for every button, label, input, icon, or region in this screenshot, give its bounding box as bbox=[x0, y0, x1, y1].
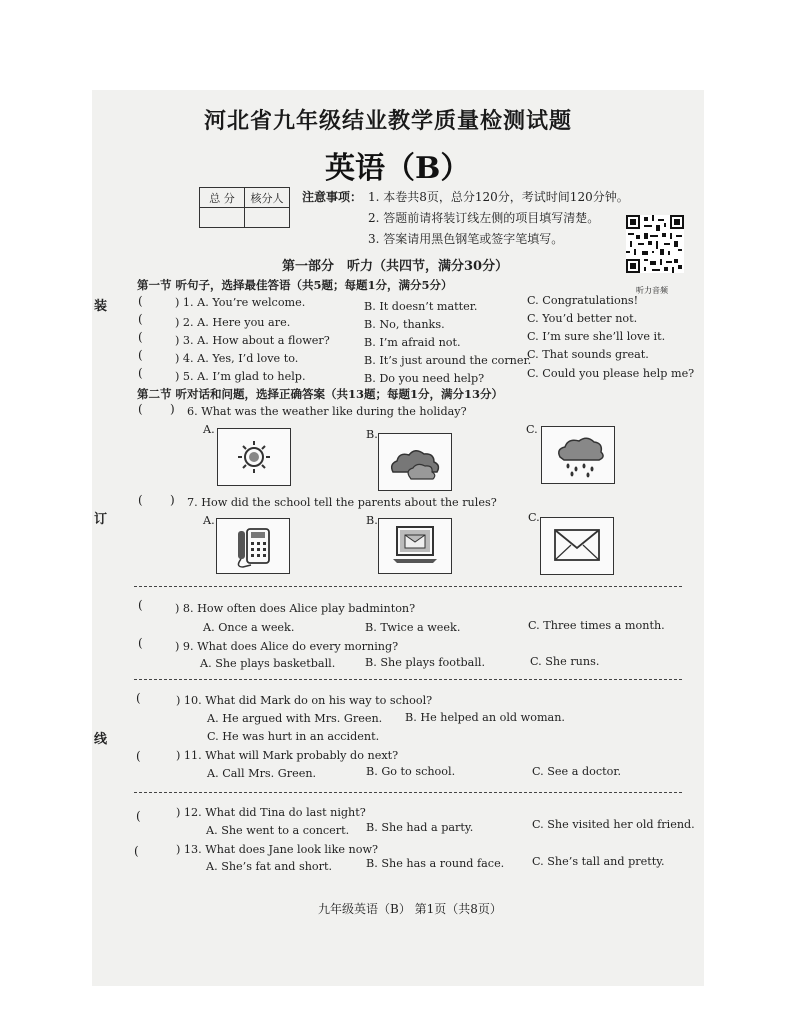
score-checker-header: 核分人 bbox=[245, 188, 290, 208]
score-checker-cell[interactable] bbox=[245, 208, 290, 228]
q7-option-a-label: A. bbox=[203, 514, 215, 527]
notes-label: 注意事项： bbox=[302, 190, 363, 204]
q8-option-b: B. Twice a week. bbox=[365, 621, 461, 634]
q9-option-a: A. She plays basketball. bbox=[200, 657, 336, 670]
q2-option-b: B. No, thanks. bbox=[364, 318, 445, 331]
divider-line bbox=[134, 586, 682, 587]
notes-item-2: 2. 答题前请将装订线左侧的项目填写清楚。 bbox=[368, 211, 600, 225]
cloud-icon bbox=[379, 434, 451, 490]
score-total-cell[interactable] bbox=[200, 208, 245, 228]
q1-option-a: ) 1. A. You’re welcome. bbox=[175, 296, 306, 309]
answer-bracket[interactable]: ( bbox=[138, 636, 143, 650]
qr-caption: 听力音频 bbox=[636, 286, 668, 295]
answer-bracket[interactable]: ( bbox=[136, 691, 141, 705]
q10-option-b: B. He helped an old woman. bbox=[405, 711, 565, 724]
answer-bracket[interactable]: ( bbox=[138, 402, 143, 416]
computer-icon bbox=[379, 519, 451, 573]
q10-option-a: A. He argued with Mrs. Green. bbox=[207, 712, 383, 725]
section2-title: 第二节 听对话和问题，选择正确答案（共13题；每题1分，满分13分） bbox=[137, 387, 504, 401]
answer-bracket-close: ) bbox=[170, 402, 175, 416]
q10-stem: ) 10. What did Mark do on his way to school? bbox=[176, 694, 433, 707]
q3-option-a: ) 3. A. How about a flower? bbox=[175, 334, 330, 347]
score-total-header: 总 分 bbox=[200, 188, 245, 208]
divider-line bbox=[134, 679, 682, 680]
q8-stem: ) 8. How often does Alice play badminton? bbox=[175, 602, 416, 615]
q2-option-c: C. You’d better not. bbox=[527, 312, 638, 325]
q1-option-b: B. It doesn’t matter. bbox=[364, 300, 478, 313]
q6-option-a-label: A. bbox=[203, 423, 215, 436]
answer-bracket[interactable]: ( bbox=[138, 598, 143, 612]
q8-option-a: A. Once a week. bbox=[203, 621, 295, 634]
q12-option-a: A. She went to a concert. bbox=[206, 824, 350, 837]
divider-line bbox=[134, 792, 682, 793]
q11-option-c: C. See a doctor. bbox=[532, 765, 622, 778]
q12-option-b: B. She had a party. bbox=[366, 821, 474, 834]
q6-picture-c[interactable] bbox=[541, 426, 615, 484]
q7-picture-a[interactable] bbox=[216, 518, 290, 574]
score-table bbox=[199, 187, 290, 228]
answer-bracket[interactable]: ( bbox=[138, 348, 143, 362]
q5-option-c: C. Could you please help me? bbox=[527, 367, 695, 380]
q6-option-c-label: C. bbox=[526, 423, 538, 436]
notes-item-1: 1. 本卷共8页，总分120分，考试时间120分钟。 bbox=[368, 190, 629, 204]
sun-icon bbox=[218, 429, 290, 485]
section1-title: 第一节 听句子，选择最佳答语（共5题；每题1分，满分5分） bbox=[137, 278, 453, 292]
q4-option-c: C. That sounds great. bbox=[527, 348, 649, 361]
q8-option-c: C. Three times a month. bbox=[528, 619, 665, 632]
binding-char-zhuang: 装 bbox=[94, 299, 108, 314]
notes-item-3: 3. 答案请用黑色钢笔或签字笔填写。 bbox=[368, 232, 564, 246]
q10-option-c: C. He was hurt in an accident. bbox=[207, 730, 380, 743]
q5-option-a: ) 5. A. I’m glad to help. bbox=[175, 370, 306, 383]
q6-picture-a[interactable] bbox=[217, 428, 291, 486]
answer-bracket-close: ) bbox=[170, 493, 175, 507]
exam-title: 河北省九年级结业教学质量检测试题 bbox=[204, 108, 573, 134]
q9-option-b: B. She plays football. bbox=[365, 656, 486, 669]
q13-option-a: A. She’s fat and short. bbox=[206, 860, 333, 873]
q3-option-c: C. I’m sure she’ll love it. bbox=[527, 330, 666, 343]
binding-char-xian: 线 bbox=[94, 732, 108, 747]
q11-option-a: A. Call Mrs. Green. bbox=[207, 767, 317, 780]
q2-option-a: ) 2. A. Here you are. bbox=[175, 316, 291, 329]
envelope-icon bbox=[541, 518, 613, 574]
q6-option-b-label: B. bbox=[366, 428, 378, 441]
q13-option-b: B. She has a round face. bbox=[366, 857, 505, 870]
answer-bracket[interactable]: ( bbox=[138, 493, 143, 507]
q11-stem: ) 11. What will Mark probably do next? bbox=[176, 749, 399, 762]
answer-bracket[interactable]: ( bbox=[136, 749, 141, 763]
answer-bracket[interactable]: ( bbox=[134, 844, 139, 858]
q4-option-b: B. It’s just around the corner. bbox=[364, 354, 532, 367]
answer-bracket[interactable]: ( bbox=[138, 294, 143, 308]
q9-stem: ) 9. What does Alice do every morning? bbox=[175, 640, 399, 653]
page-footer: 九年级英语（B） 第1页（共8页） bbox=[318, 902, 502, 916]
q9-option-c: C. She runs. bbox=[530, 655, 600, 668]
exam-subtitle: 英语（B） bbox=[325, 151, 471, 186]
q12-option-c: C. She visited her old friend. bbox=[532, 818, 695, 831]
q1-option-c: C. Congratulations! bbox=[527, 294, 639, 307]
q13-option-c: C. She’s tall and pretty. bbox=[532, 855, 665, 868]
rain-cloud-icon bbox=[542, 427, 614, 483]
q11-option-b: B. Go to school. bbox=[366, 765, 456, 778]
q6-stem: 6. What was the weather like during the holiday? bbox=[187, 405, 467, 418]
q7-picture-c[interactable] bbox=[540, 517, 614, 575]
q3-option-b: B. I’m afraid not. bbox=[364, 336, 461, 349]
q4-option-a: ) 4. A. Yes, I’d love to. bbox=[175, 352, 299, 365]
q6-picture-b[interactable] bbox=[378, 433, 452, 491]
part1-title: 第一部分 听力（共四节，满分30分） bbox=[282, 259, 509, 274]
answer-bracket[interactable]: ( bbox=[138, 330, 143, 344]
q7-picture-b[interactable] bbox=[378, 518, 452, 574]
q7-option-b-label: B. bbox=[366, 514, 378, 527]
q12-stem: ) 12. What did Tina do last night? bbox=[176, 806, 366, 819]
answer-bracket[interactable]: ( bbox=[138, 366, 143, 380]
binding-char-ding: 订 bbox=[94, 512, 108, 527]
answer-bracket[interactable]: ( bbox=[136, 809, 141, 823]
answer-bracket[interactable]: ( bbox=[138, 312, 143, 326]
q13-stem: ) 13. What does Jane look like now? bbox=[176, 843, 379, 856]
q7-option-c-label: C. bbox=[528, 511, 540, 524]
qr-code-icon[interactable] bbox=[626, 215, 684, 273]
q5-option-b: B. Do you need help? bbox=[364, 372, 485, 385]
telephone-icon bbox=[217, 519, 289, 573]
q7-stem: 7. How did the school tell the parents about the rules? bbox=[187, 496, 497, 509]
